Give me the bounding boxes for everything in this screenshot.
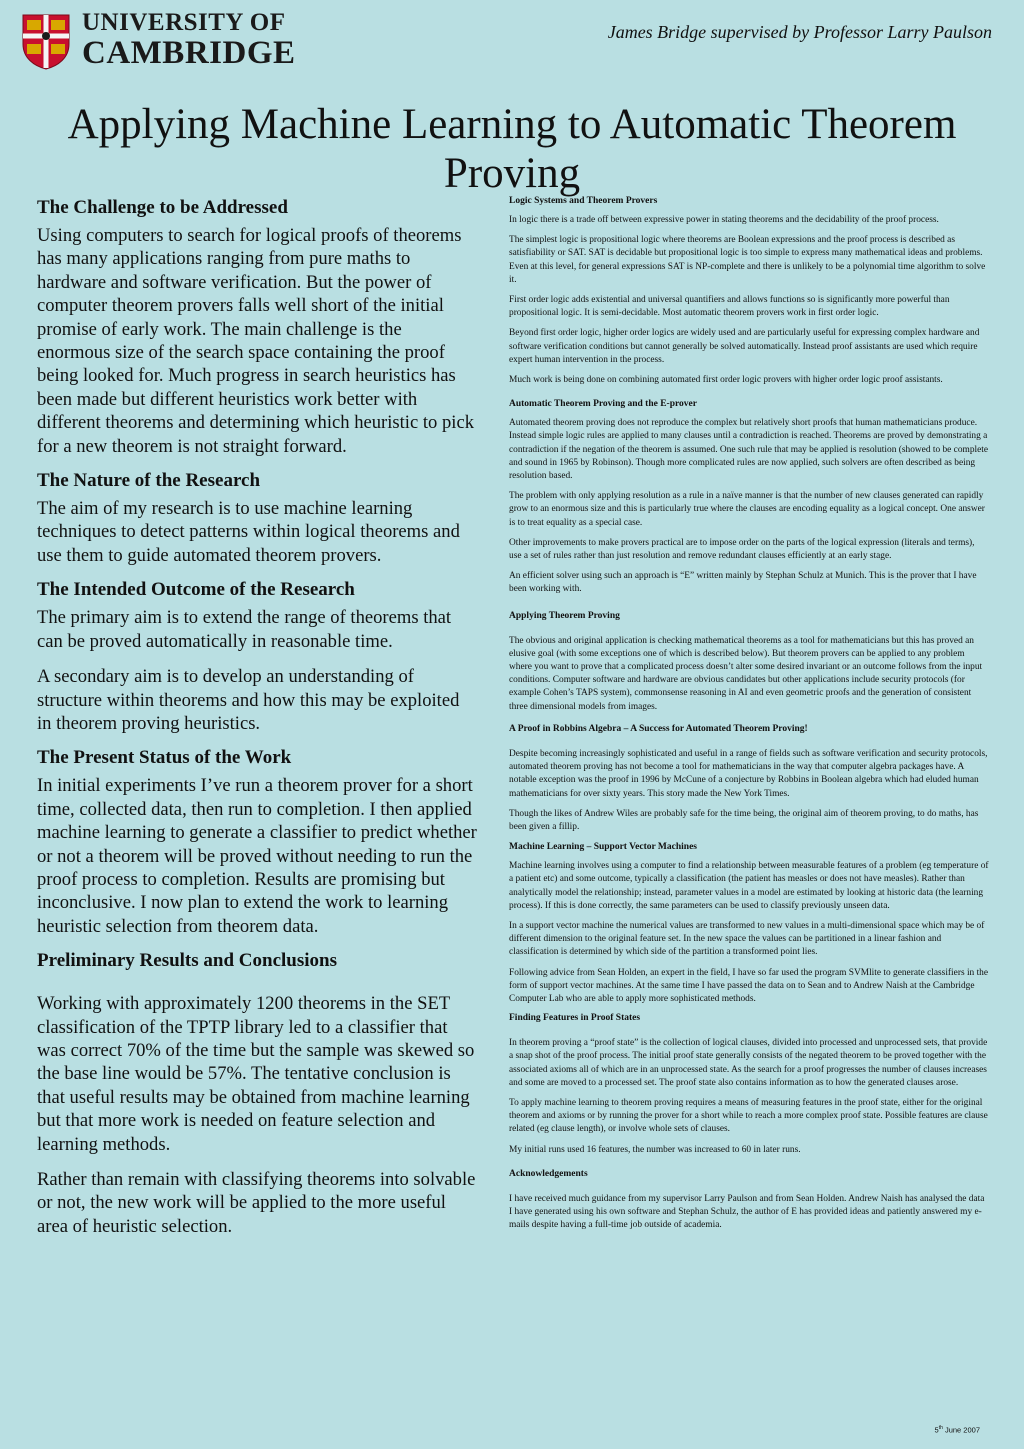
section-heading: Logic Systems and Theorem Provers [509,196,658,206]
section-paragraph: Using computers to search for logical proofs of theorems has many applications ranging from pure maths to hardware and software verification. But the power of computer theorem provers falls well short of the initial promise of early work. The main challenge is the enormous size of the search space containing the proof being looked for. Much progress in search heuristics has been made but different heuristics work better with different theorems and determining which heuristic to pick for a new theorem is not straight forward. [37,225,474,457]
section-paragraph: The problem with only applying resolution as a rule in a naïve manner is that the number of new clauses generated can rapidly grow to an enormous size and this is particularly true where the clauses are encoding equality as a logical concept. One answer is to treat equality as a special case. [509,491,985,528]
section-paragraph: An efficient solver using such an approach is “E” written mainly by Stephan Schulz at Munich. This is the prover that I have been working with. [509,571,977,595]
section-paragraph: The primary aim is to extend the range of theorems that can be proved automatically in reasonable time. [37,607,452,652]
section-heading: Automatic Theorem Proving and the E-prover [509,399,697,410]
section [37,579,477,735]
section-paragraph: The obvious and original application is checking mathematical theorems as a tool for mathematicians but this has proved an elusive goal (with some exceptions one of which is described below). But theorem provers can be applied to any problem where you want to prove that a complicated process doesn’t alter some desired invariant or an outcome follows from the input conditions. Computer software and hardware are obvious candidates but other applications include security protocols (for example Cohen’s TAPS system), commonsense reasoning in AI and even geometric proofs and the generation of consistent three dimensional models from images. [509,635,983,712]
section [509,399,989,596]
poster-date [935,1425,980,1435]
section-heading: The Challenge to be Addressed [37,197,288,218]
section-paragraph: I have received much guidance from my supervisor Larry Paulson and from Sean Holden. Andrew Naish has analysed the data I have generated using his own software and Stephan Schulz, the author of E has provided ideas and patiently answered my e-mails despite having a full-time job outside of academia. [509,1193,985,1231]
section [509,1013,989,1157]
author-line: James Bridge supervised by Professor Larry Paulson [607,22,992,42]
section-paragraph: Automated theorem proving does not reproduce the complex but relatively short proofs that human mathematicians produce. Instead simple logic rules are applied to many clauses until a contradiction is reached. Theorems are proved by demonstrating a contradiction if the negation of the theorem is assumed. One such rule that may be applied is resolution (showed to be complete and sound in 1965 by Robinson). Though more complicated rules are now applied, such solvers are often described as being resolution based. [509,418,989,482]
poster-header [0,0,1024,90]
section-paragraph: Other improvements to make provers practical are to impose order on the parts of the logical expression (literals and terms), use a set of rules rather than just resolution and remove redundant clauses efficiently at an early stage. [509,537,975,562]
section-paragraph: First order logic adds existential and universal quantifiers and allows functions so is significantly more powerful than propositional logic. It is semi-decidable. Most automatic theorem provers work in first order logic. [509,295,950,319]
section-paragraph: In theorem proving a “proof state” is the collection of logical clauses, divided into processed and unprocessed sets, that provide a snap shot of the proof process. The initial proof state generally consists of the negated theorem to be proved together with the associated axioms all of which are in an unprocessed state. As the search for a proof progresses the number of clauses increases and some are moved to a processed set. The proof state also contains information as to how the generated clauses arose. [509,1038,988,1088]
university-logo-text [82,10,296,70]
section-heading: Acknowledgements [509,1168,588,1179]
right-column [509,196,989,1239]
section [37,747,477,938]
section-paragraph: Working with approximately 1200 theorems in the SET classification of the TPTP library led to a classifier that was correct 70% of the time but the sample was skewed so the base line would be 57%. The tentative conclusion is that useful results may be obtained from machine learning but that more work is needed on feature selection and learning methods. [37,993,475,1155]
section [37,470,477,567]
section-paragraph: Following advice from Sean Holden, an expert in the field, I have so far used the program SVMlite to generate classifiers in the form of support vector machines. At the same time I have passed the data on to Sean and to Andrew Naish at the Cambridge Computer Lab who are able to apply more sophisticated methods. [509,967,989,1004]
date-day: 5 [934,1425,939,1435]
university-name-line1: UNIVERSITY OF [82,9,286,36]
section-paragraph: Despite becoming increasingly sophisticated and useful in a range of fields such as software verification and security protocols, automated theorem proving has not become a tool for mathematicians in the way that computer algebra packages have. A notable exception was the proof in 1996 by McCune of a conjecture by Robbins in Boolean algebra which had eluded human mathematicians for over sixty years. This story made the New York Times. [509,748,988,799]
section [509,611,989,714]
section [37,197,477,458]
section-paragraph: Though the likes of Andrew Wiles are probably safe for the time being, the original aim of theorem proving, to do maths, has been given a fillip. [509,808,979,832]
left-column [37,197,477,1250]
section-paragraph: My initial runs used 16 features, the number was increased to 60 in later runs. [509,1144,801,1155]
section-heading: Machine Learning – Support Vector Machines [509,842,697,853]
section [509,724,989,834]
university-name-line2: CAMBRIDGE [82,35,296,71]
section-heading: Finding Features in Proof States [509,1013,641,1024]
section-heading: The Present Status of the Work [37,747,292,769]
section [509,196,989,387]
section-paragraph: In a support vector machine the numerical values are transformed to new values in a multi-dimensional space which may be of different dimension to the original feature set. In the new space the values can be partitioned in a linear fashion and classification is determined by which side of the partition a transformed point lies. [509,920,985,958]
section-heading: Preliminary Results and Conclusions [37,950,337,972]
section-heading: Applying Theorem Proving [509,610,620,621]
section [37,950,477,1238]
date-suffix: th [938,1425,943,1431]
section-paragraph: The simplest logic is propositional logic where theorems are Boolean expressions and the proof process is described as satisfiability or SAT. SAT is decidable but propositional logic is too simple to express many mathematical ideas and problems. Even at this level, for general expressions SAT is NP-complete and there is unlikely to be a polynomial time algorithm to solve it. [509,235,986,285]
section-paragraph: In initial experiments I’ve run a theorem prover for a short time, collected data, then run to completion. I then applied machine learning to generate a classifier to predict whether or not a theorem will be proved without needing to run the proof process to completion. Results are promising but inconclusive. I now plan to extend the work to learning heuristic selection from theorem data. [37,775,477,937]
section-paragraph: In logic there is a trade off between expressive power in stating theorems and the decidability of the proof process. [509,215,939,225]
date-rest: June 2007 [942,1425,980,1435]
section-paragraph: The aim of my research is to use machine learning techniques to detect patterns within logical theorems and use them to guide automated theorem provers. [37,498,460,566]
university-crest-icon [22,14,70,70]
poster-title: Applying Machine Learning to Automatic Theorem Proving [67,101,957,197]
section-paragraph: Machine learning involves using a computer to find a relationship between measurable features of a problem (eg temperature of a patient etc) and some outcome, typically a classification (the patient has measles or does not have measles). Rather than analytically model the relationship; instead, parameter values in a model are estimated by looking at historic data (the learning process). If this is done correctly, the same parameters can be used to classify previously unseen data. [509,861,989,911]
section-paragraph: Beyond first order logic, higher order logics are widely used and are particularly useful for expressing complex hardware and software verification conditions but cannot generally be solved automatically. Instead proof assistants are used which require expert human intervention in the process. [509,328,980,365]
section-paragraph: Rather than remain with classifying theorems into solvable or not, the new work will be applied to the more useful area of heuristic selection. [37,1169,476,1237]
section-heading: The Nature of the Research [37,470,261,492]
section-paragraph: Much work is being done on combining automated first order logic provers with higher order logic proof assistants. [509,375,943,386]
section-heading: A Proof in Robbins Algebra – A Success for Automated Theorem Proving! [509,723,808,734]
section [509,1169,989,1233]
section-heading: The Intended Outcome of the Research [37,579,355,601]
section-paragraph: A secondary aim is to develop an understanding of structure within theorems and how this may be exploited in theorem proving heuristics. [37,666,460,734]
section-paragraph: To apply machine learning to theorem proving requires a means of measuring features in the proof state, either for the original theorem and axioms or by running the prover for a short while to reach a more complex proof state. Possible features are clause related (eg clause length), or involve whole sets of clauses. [509,1097,988,1135]
section [509,842,989,1006]
